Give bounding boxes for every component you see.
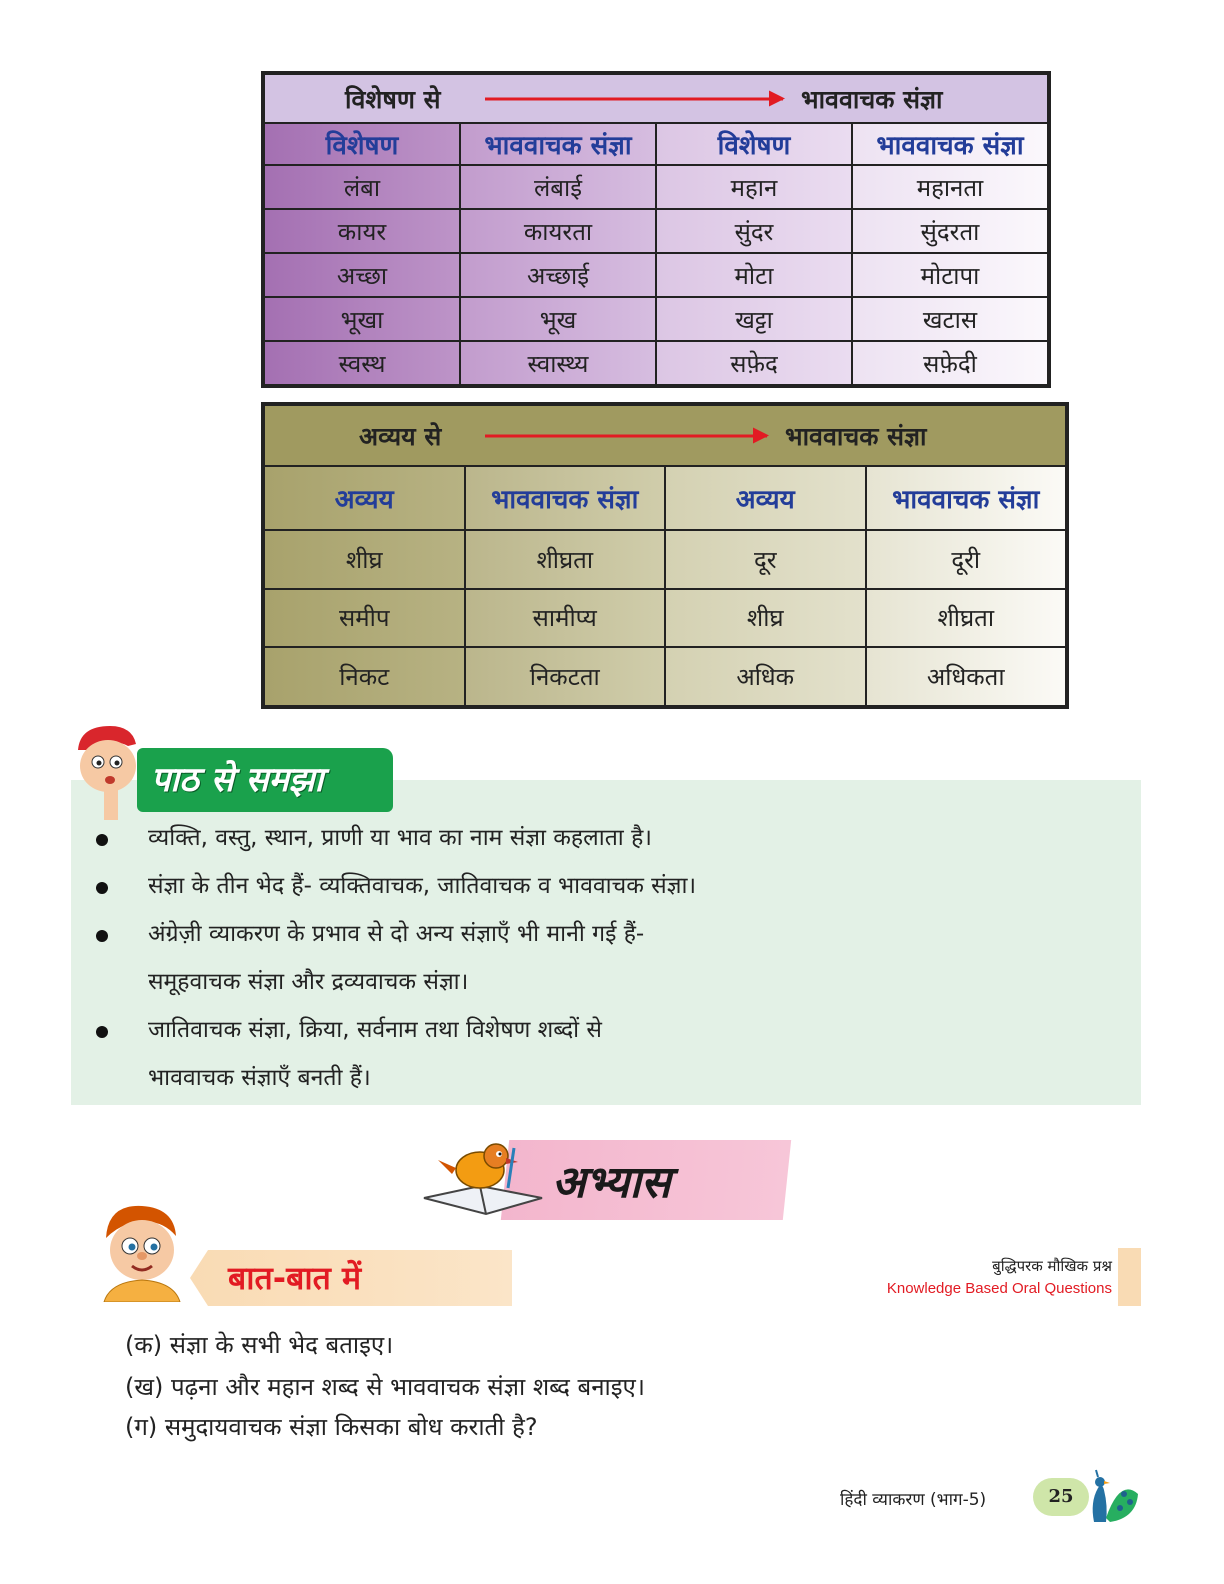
table-cell: लंबा: [264, 165, 460, 209]
table-cell: सफ़ेद: [656, 341, 852, 385]
summary-point-text: भाववाचक संज्ञाएँ बनती हैं।: [148, 1065, 371, 1091]
summary-point-text: संज्ञा के तीन भेद हैं- व्यक्तिवाचक, जातिवाचक व भाववाचक संज्ञा।: [148, 873, 697, 899]
adjective-to-abstract-noun-table: [261, 71, 1051, 388]
table1-col-header: विशेषण: [264, 123, 460, 165]
section-marker: [1118, 1248, 1141, 1306]
summary-point-text: जातिवाचक संज्ञा, क्रिया, सर्वनाम तथा विशेषण शब्दों से: [148, 1017, 602, 1043]
table2-header: [264, 405, 1066, 466]
bullet-icon: [96, 834, 108, 846]
table-row: [264, 647, 1066, 706]
section-hint-english: Knowledge Based Oral Questions: [886, 1280, 1112, 1297]
table-row: [264, 165, 1048, 209]
summary-title: पाठ से समझा: [137, 748, 393, 812]
summary-point-text: अंग्रेज़ी व्याकरण के प्रभाव से दो अन्य संज्ञाएँ भी मानी गई हैं-: [148, 921, 645, 947]
table2-header-left: अव्यय से: [359, 421, 442, 451]
arrow-icon: [485, 97, 783, 100]
table-cell: भूखा: [264, 297, 460, 341]
cartoon-boy-icon: [92, 1198, 192, 1302]
summary-point-text: समूहवाचक संज्ञा और द्रव्यवाचक संज्ञा।: [148, 969, 469, 995]
table-cell: कायरता: [460, 209, 656, 253]
book-title: हिंदी व्याकरण (भाग-5): [840, 1490, 987, 1510]
peacock-icon: [1080, 1468, 1140, 1526]
table-row: [264, 589, 1066, 648]
table1-col-header: भाववाचक संज्ञा: [460, 123, 656, 165]
bullet-icon: [96, 1026, 108, 1038]
table-cell: शीघ्र: [264, 530, 465, 589]
table2-col-header: भाववाचक संज्ञा: [465, 466, 666, 530]
table-cell: सामीप्य: [465, 589, 666, 648]
table1-col-header: भाववाचक संज्ञा: [852, 123, 1048, 165]
table-cell: खट्टा: [656, 297, 852, 341]
table-cell: दूरी: [866, 530, 1067, 589]
page-number: 25: [1033, 1478, 1089, 1516]
table-cell: सुंदर: [656, 209, 852, 253]
table-cell: शीघ्रता: [465, 530, 666, 589]
table-cell: खटास: [852, 297, 1048, 341]
question: (क) संज्ञा के सभी भेद बताइए।: [125, 1331, 394, 1359]
table-cell: निकट: [264, 647, 465, 706]
table-cell: दूर: [665, 530, 866, 589]
table1-header-left: विशेषण से: [345, 84, 441, 114]
bullet-icon: [96, 882, 108, 894]
section-hint-hindi: बुद्धिपरक मौखिक प्रश्न: [992, 1257, 1112, 1275]
arrow-icon: [485, 434, 767, 437]
table-cell: अच्छा: [264, 253, 460, 297]
question: (ख) पढ़ना और महान शब्द से भाववाचक संज्ञा शब्द बनाइए।: [125, 1373, 645, 1401]
table-cell: महानता: [852, 165, 1048, 209]
bird-reading-icon: [418, 1138, 548, 1220]
table-cell: स्वास्थ्य: [460, 341, 656, 385]
table-cell: लंबाई: [460, 165, 656, 209]
table-row: [264, 253, 1048, 297]
table-cell: मोटापा: [852, 253, 1048, 297]
table-row: [264, 297, 1048, 341]
table-cell: भूख: [460, 297, 656, 341]
table-cell: समीप: [264, 589, 465, 648]
question: (ग) समुदायवाचक संज्ञा किसका बोध कराती है?: [125, 1413, 538, 1441]
table-cell: शीघ्रता: [866, 589, 1067, 648]
table-cell: मोटा: [656, 253, 852, 297]
table2-col-header: अव्यय: [264, 466, 465, 530]
table-row: [264, 530, 1066, 589]
table-cell: शीघ्र: [665, 589, 866, 648]
table-cell: महान: [656, 165, 852, 209]
table1-header-right: भाववाचक संज्ञा: [801, 84, 943, 114]
table-row: [264, 209, 1048, 253]
table-cell: अच्छाई: [460, 253, 656, 297]
table-cell: निकटता: [465, 647, 666, 706]
table2-col-header: भाववाचक संज्ञा: [866, 466, 1067, 530]
table-cell: कायर: [264, 209, 460, 253]
table-cell: सुंदरता: [852, 209, 1048, 253]
table-cell: अधिकता: [866, 647, 1067, 706]
table-row: [264, 341, 1048, 385]
indeclinable-to-abstract-noun-table: [261, 402, 1069, 709]
table2-col-header: अव्यय: [665, 466, 866, 530]
bullet-icon: [96, 930, 108, 942]
exercise-title: अभ्यास: [552, 1157, 671, 1208]
table1-col-header: विशेषण: [656, 123, 852, 165]
table-cell: सफ़ेदी: [852, 341, 1048, 385]
table1-header: [264, 74, 1048, 123]
summary-point-text: व्यक्ति, वस्तु, स्थान, प्राणी या भाव का नाम संज्ञा कहलाता है।: [148, 825, 653, 851]
table-cell: अधिक: [665, 647, 866, 706]
table2-header-right: भाववाचक संज्ञा: [785, 421, 927, 451]
table-cell: स्वस्थ: [264, 341, 460, 385]
section-title: बात-बात में: [228, 1259, 362, 1297]
